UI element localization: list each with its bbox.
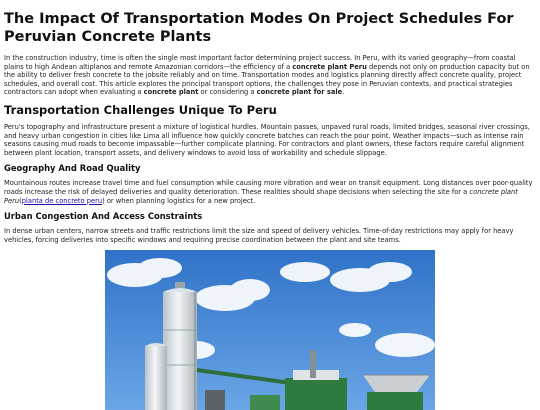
geo-text-2: ( xyxy=(19,196,22,205)
intro-text-3: or considering a xyxy=(198,88,257,97)
silo-small xyxy=(145,343,167,410)
section-heading-transport-challenges: Transportation Challenges Unique To Peru xyxy=(4,102,277,117)
intro-text-2: depends not only on production capacity but on the ability to deliver fresh concrete to the jobsite reliably and on time. Transportation modes and logistics planning directly affect concrete quality, project schedules, and overall cost. This article explores the principal transport options, the challenges they pose in Peruvian contexts, and practical strategies contractors can adopt when evaluating a xyxy=(4,62,530,97)
concrete-plant-photo xyxy=(105,250,435,410)
intro-text-1: In the construction industry, time is often the single most important factor determining project success. In Peru, with its varied geography—from coastal plains to high Andean altiplanos and remote Amazonian corridors—the efficiency of a xyxy=(4,54,516,71)
subheading-urban-congestion: Urban Congestion And Access Constraints xyxy=(4,211,203,222)
geography-paragraph xyxy=(4,179,536,205)
transport-challenges-paragraph: Peru's topography and infrastructure present a mixture of logistical hurdles. Mountain passes, unpaved rural roads, limited bridges, seasonal river crossings, and heavy urban congestion in cities like Lima all influence how quickly concrete batches can reach the pour point. Weather impacts—such as intense rain seasons causing mud roads to become impassable—further complicate planning. For contractors and plant owners, these factors require careful alignment between plant location, transport assets, and delivery windows to avoid loss of workability and schedule slippage. xyxy=(4,122,530,157)
subheading-geography: Geography And Road Quality xyxy=(4,163,141,174)
geo-italic-concrete-plant-peru: concrete plant Peru xyxy=(4,187,518,205)
intro-text-4: . xyxy=(342,88,345,97)
page-title: The Impact Of Transportation Modes On Project Schedules For Peruvian Concrete Plants xyxy=(4,11,514,45)
intro-bold-concrete-plant: concrete plant xyxy=(143,88,199,97)
silo-tall xyxy=(163,282,197,410)
intro-bold-concrete-plant-for-sale: concrete plant for sale xyxy=(256,88,343,97)
planta-de-concreto-peru-link[interactable]: planta de concreto peru xyxy=(21,196,103,205)
hero-image-container xyxy=(4,250,536,410)
geo-text-3: ) or when planning logistics for a new project. xyxy=(102,196,256,205)
intro-paragraph xyxy=(4,54,536,97)
intro-bold-concrete-plant-peru: concrete plant Peru xyxy=(292,62,367,71)
geo-text-1: Mountainous routes increase travel time and fuel consumption while causing more vibration and wear on transit equipment. Long distances over poor-quality roads increase the risk of delayed deliveries and quality deterioration. These realities should shape decisions when selecting the site for a xyxy=(4,179,533,196)
urban-paragraph: In dense urban centers, narrow streets and traffic restrictions limit the size and speed of delivery vehicles. Time-of-day restrictions may apply for heavy vehicles, forcing deliveries into specific windows and requiring precise coordination between the plant and site teams. xyxy=(4,227,514,244)
